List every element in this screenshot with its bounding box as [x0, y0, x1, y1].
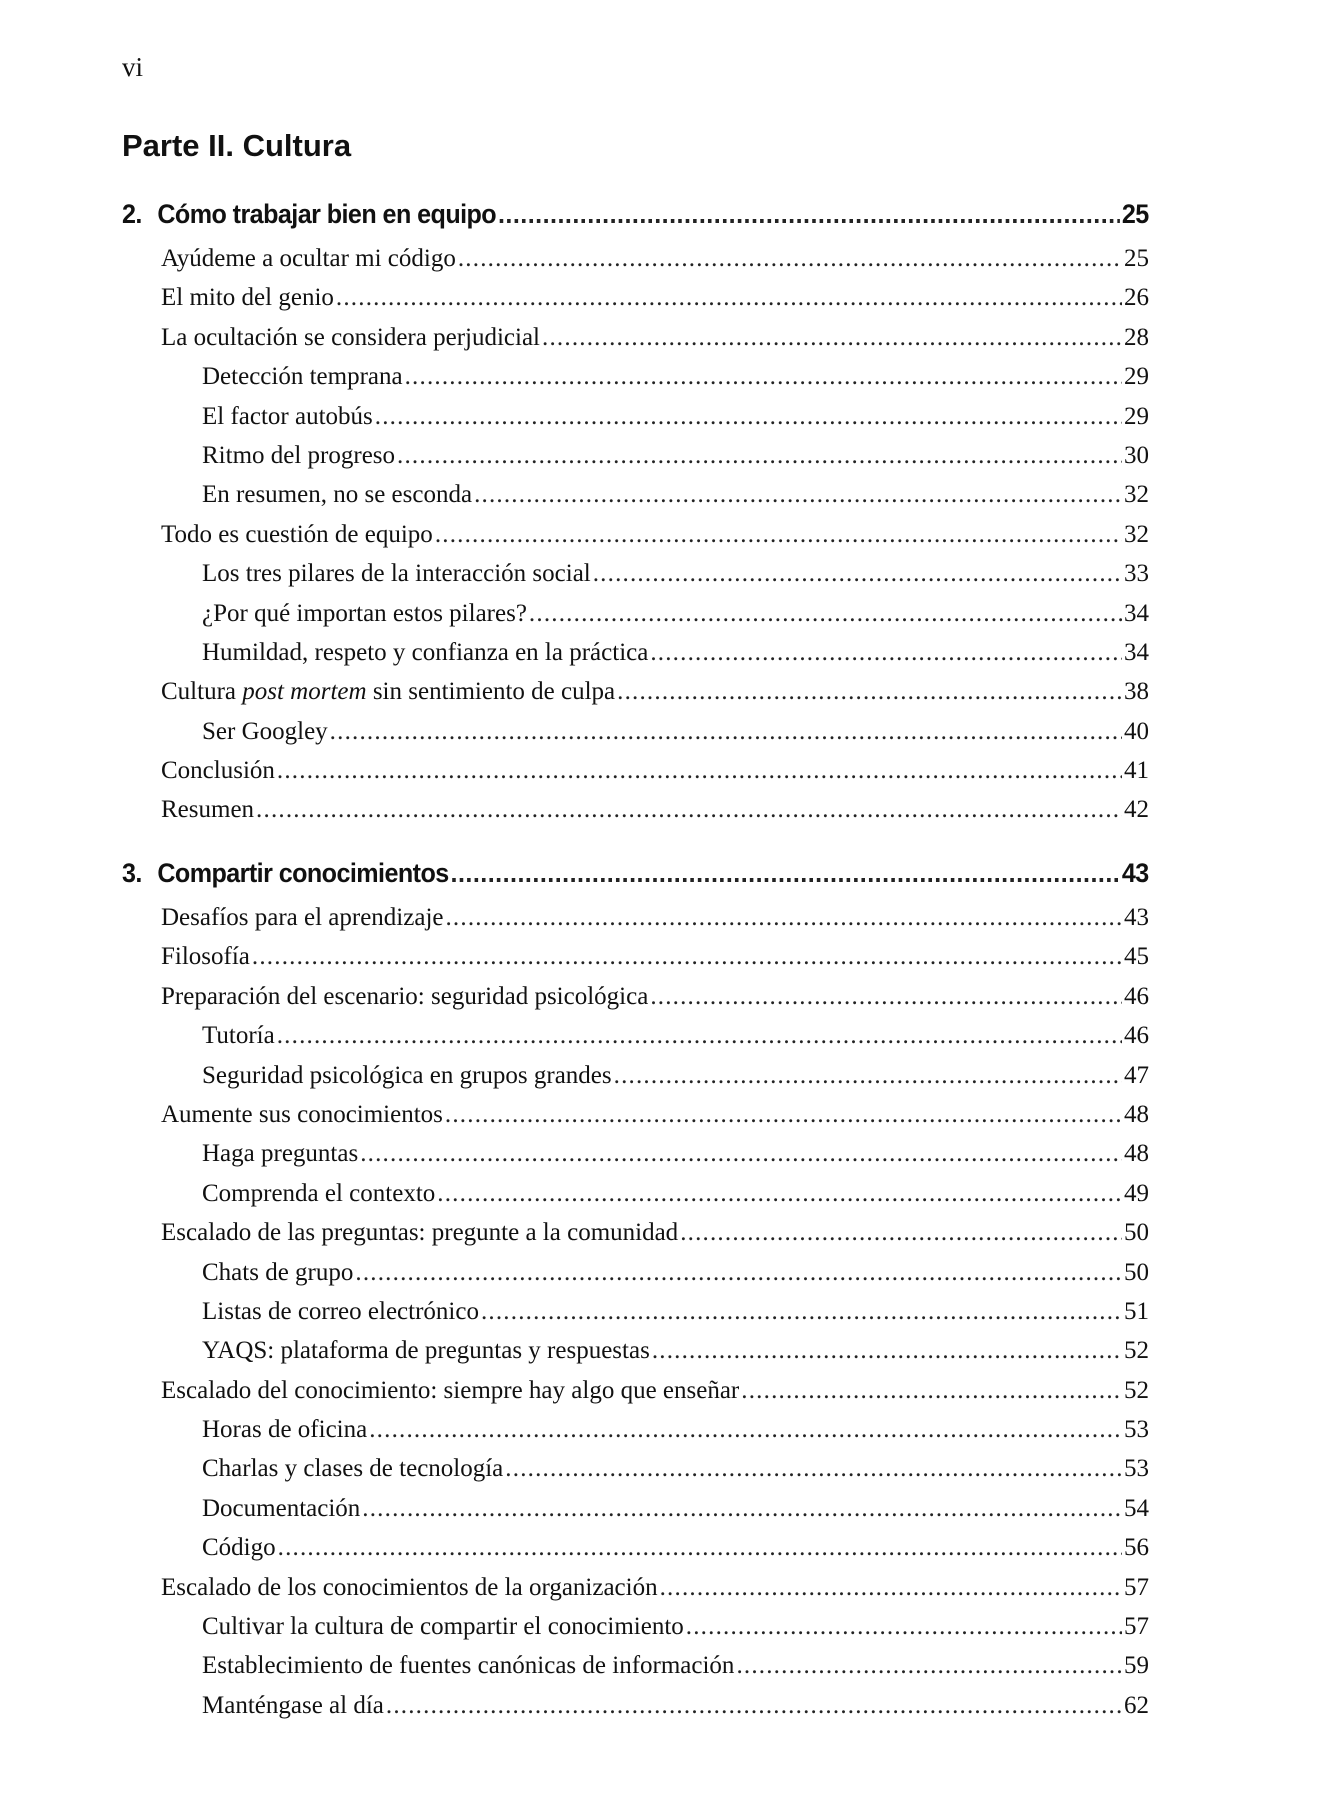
dot-leader: [451, 858, 1121, 889]
entry-page-number: 52: [1124, 1337, 1149, 1365]
dot-leader: [736, 1652, 1122, 1680]
toc-section-entry[interactable]: [122, 521, 1149, 560]
entry-page-number: 50: [1124, 1219, 1149, 1247]
entry-page-number: 33: [1124, 560, 1149, 588]
dot-leader: [680, 1219, 1122, 1247]
entry-page-number: 48: [1124, 1140, 1149, 1168]
toc-subsection-entry[interactable]: [122, 1692, 1149, 1731]
entry-title: Chats de grupo: [202, 1258, 354, 1286]
entry-page-number: 43: [1124, 904, 1149, 931]
entry-page-number: 41: [1124, 757, 1149, 785]
dot-leader: [405, 363, 1122, 391]
entry-title-italic: post mortem: [242, 678, 367, 706]
entry-page-number: 29: [1124, 402, 1149, 430]
dot-leader: [397, 442, 1122, 470]
entry-page-number: 25: [1124, 245, 1149, 272]
entry-page-number: 54: [1124, 1494, 1149, 1522]
entry-title: El mito del genio: [161, 284, 334, 312]
chapter-heading[interactable]: [122, 858, 1149, 904]
dot-leader: [355, 1259, 1122, 1287]
dot-leader: [375, 403, 1122, 431]
dot-leader: [445, 904, 1122, 932]
entry-page-number: 32: [1124, 520, 1149, 548]
dot-leader: [369, 1416, 1122, 1444]
toc-subsection-entry[interactable]: [122, 1495, 1149, 1534]
chapter-2: [122, 199, 1149, 836]
dot-leader: [650, 983, 1122, 1011]
toc-subsection-entry[interactable]: [122, 718, 1149, 757]
toc-subsection-entry[interactable]: [122, 1613, 1149, 1652]
toc-subsection-entry[interactable]: [122, 363, 1149, 402]
toc-section-entry[interactable]: [122, 983, 1149, 1022]
dot-leader: [542, 324, 1122, 352]
entry-title: Todo es cuestión de equipo: [161, 520, 433, 548]
chapter-number: 3.: [122, 858, 142, 888]
entry-page-number: 53: [1124, 1416, 1149, 1444]
entry-title: Manténgase al día: [202, 1691, 384, 1719]
entry-title: La ocultación se considera perjudicial: [161, 323, 541, 351]
dot-leader: [278, 1534, 1122, 1562]
toc-subsection-entry[interactable]: [122, 639, 1149, 678]
dot-leader: [360, 1140, 1122, 1168]
dot-leader: [660, 1574, 1122, 1602]
entry-page-number: 50: [1124, 1258, 1149, 1286]
toc-subsection-entry[interactable]: [122, 1416, 1149, 1455]
entry-page-number: 32: [1124, 481, 1149, 509]
entry-page-number: 51: [1124, 1297, 1149, 1325]
toc-section-entry[interactable]: [122, 757, 1149, 796]
entry-page-number: 26: [1124, 284, 1149, 312]
dot-leader: [277, 757, 1122, 785]
toc-section-entry[interactable]: [122, 1574, 1149, 1613]
dot-leader: [277, 1022, 1122, 1050]
entry-page-number: 59: [1124, 1652, 1149, 1680]
toc-section-entry[interactable]: [122, 1101, 1149, 1140]
toc-subsection-entry[interactable]: [122, 1298, 1149, 1337]
toc-section-entry[interactable]: [122, 324, 1149, 363]
dot-leader: [529, 600, 1122, 628]
entry-title: Horas de oficina: [202, 1416, 368, 1444]
page-folio: vi: [122, 52, 144, 82]
toc-subsection-entry[interactable]: [122, 560, 1149, 599]
dot-leader: [256, 796, 1122, 824]
toc-subsection-entry[interactable]: [122, 1180, 1149, 1219]
toc-subsection-entry[interactable]: [122, 1062, 1149, 1101]
toc-section-entry[interactable]: [122, 796, 1149, 835]
dot-leader: [252, 943, 1122, 971]
dot-leader: [445, 1101, 1122, 1129]
entry-page-number: 34: [1124, 599, 1149, 627]
dot-leader: [617, 678, 1122, 706]
entry-title: Humildad, respeto y confianza en la práctica: [202, 638, 649, 666]
entry-title: [161, 678, 615, 706]
toc-subsection-entry[interactable]: [122, 1259, 1149, 1298]
toc-section-entry[interactable]: [122, 1377, 1149, 1416]
entry-title: El factor autobús: [202, 402, 373, 430]
entry-page-number: 28: [1124, 323, 1149, 351]
entry-page-number: 46: [1124, 982, 1149, 1010]
toc-subsection-entry[interactable]: [122, 442, 1149, 481]
toc-subsection-entry[interactable]: [122, 1337, 1149, 1376]
dot-leader: [481, 1298, 1122, 1326]
toc-section-entry[interactable]: [122, 678, 1149, 717]
dot-leader: [458, 245, 1122, 273]
chapter-heading[interactable]: [122, 199, 1149, 245]
entry-title-part: Cultura: [161, 678, 243, 706]
toc-subsection-entry[interactable]: [122, 1534, 1149, 1573]
entry-page-number: 62: [1124, 1691, 1149, 1719]
entry-title: Los tres pilares de la interacción social: [202, 560, 591, 588]
entry-title: Ritmo del progreso: [202, 441, 396, 469]
entry-title: ¿Por qué importan estos pilares?: [202, 599, 527, 627]
toc-subsection-entry[interactable]: [122, 600, 1149, 639]
dot-leader: [498, 199, 1120, 230]
toc-section-entry[interactable]: [122, 284, 1149, 323]
dot-leader: [650, 639, 1122, 667]
entry-title: Filosofía: [161, 943, 250, 971]
dot-leader: [437, 1180, 1122, 1208]
toc-section-entry[interactable]: [122, 943, 1149, 982]
entry-title: Documentación: [202, 1494, 361, 1522]
dot-leader: [386, 1692, 1122, 1720]
entry-page-number: 52: [1124, 1376, 1149, 1404]
chapter-title: Compartir conocimientos: [157, 858, 449, 888]
chapter-3: [122, 858, 1149, 1731]
entry-page-number: 53: [1124, 1455, 1149, 1483]
entry-page-number: 57: [1124, 1573, 1149, 1601]
entry-page-number: 34: [1124, 638, 1149, 666]
entry-title: Charlas y clases de tecnología: [202, 1455, 504, 1483]
dot-leader: [336, 284, 1122, 312]
toc-subsection-entry[interactable]: [122, 1455, 1149, 1494]
entry-title: Detección temprana: [202, 363, 403, 391]
toc-section-entry[interactable]: [122, 904, 1149, 943]
dot-leader: [330, 718, 1122, 746]
entry-title: Ser Googley: [202, 717, 328, 745]
entry-title: Preparación del escenario: seguridad psicológica: [161, 982, 649, 1010]
entry-page-number: 42: [1124, 796, 1149, 824]
entry-title: YAQS: plataforma de preguntas y respuestas: [202, 1337, 650, 1365]
toc-section-entry[interactable]: [122, 245, 1149, 284]
entry-page-number: 30: [1124, 441, 1149, 469]
entry-title: Escalado de los conocimientos de la organización: [161, 1573, 658, 1601]
entry-page-number: 29: [1124, 363, 1149, 391]
entry-title-part: sin sentimiento de culpa: [366, 678, 616, 706]
toc-subsection-entry[interactable]: [122, 403, 1149, 442]
entry-page-number: 45: [1124, 943, 1149, 971]
entry-page-number: 46: [1124, 1022, 1149, 1050]
entry-page-number: 56: [1124, 1534, 1149, 1562]
dot-leader: [474, 481, 1122, 509]
toc-section-entry[interactable]: [122, 1219, 1149, 1258]
dot-leader: [686, 1613, 1122, 1641]
entry-title: Listas de correo electrónico: [202, 1297, 479, 1325]
toc-subsection-entry[interactable]: [122, 1652, 1149, 1691]
toc-subsection-entry[interactable]: [122, 1140, 1149, 1179]
toc-subsection-entry[interactable]: [122, 1022, 1149, 1061]
entry-title: Resumen: [161, 796, 255, 824]
entry-title: Aumente sus conocimientos: [161, 1100, 443, 1128]
toc-subsection-entry[interactable]: [122, 481, 1149, 520]
dot-leader: [652, 1337, 1122, 1365]
entry-page-number: 57: [1124, 1613, 1149, 1641]
entry-title: Tutoría: [202, 1022, 275, 1050]
entry-title: Establecimiento de fuentes canónicas de información: [202, 1652, 735, 1680]
entry-title: Escalado del conocimiento: siempre hay algo que enseñar: [161, 1376, 740, 1404]
entry-title: Código: [202, 1534, 276, 1562]
dot-leader: [362, 1495, 1122, 1523]
entry-title: Escalado de las preguntas: pregunte a la comunidad: [161, 1219, 679, 1247]
entry-page-number: 40: [1124, 717, 1149, 745]
dot-leader: [741, 1377, 1122, 1405]
entry-page-number: 47: [1124, 1061, 1149, 1089]
chapter-page-number: 43: [1121, 858, 1149, 888]
entry-page-number: 38: [1124, 678, 1149, 706]
entry-title: Seguridad psicológica en grupos grandes: [202, 1061, 612, 1089]
chapter-title: Cómo trabajar bien en equipo: [157, 199, 497, 229]
dot-leader: [593, 560, 1122, 588]
entry-title: Cultivar la cultura de compartir el conocimiento: [202, 1613, 684, 1641]
part-title: Parte II. Cultura: [122, 128, 352, 163]
entry-page-number: 49: [1124, 1179, 1149, 1207]
entry-page-number: 48: [1124, 1100, 1149, 1128]
entry-title: Ayúdeme a ocultar mi código: [161, 245, 456, 272]
entry-title: Conclusión: [161, 757, 275, 785]
dot-leader: [614, 1062, 1122, 1090]
chapter-number: 2.: [122, 199, 142, 229]
dot-leader: [505, 1455, 1122, 1483]
entry-title: Haga preguntas: [202, 1140, 359, 1168]
chapter-page-number: 25: [1121, 199, 1149, 229]
entry-title: En resumen, no se esconda: [202, 481, 473, 509]
entry-title: Comprenda el contexto: [202, 1179, 436, 1207]
dot-leader: [435, 521, 1122, 549]
entry-title: Desafíos para el aprendizaje: [161, 904, 444, 931]
